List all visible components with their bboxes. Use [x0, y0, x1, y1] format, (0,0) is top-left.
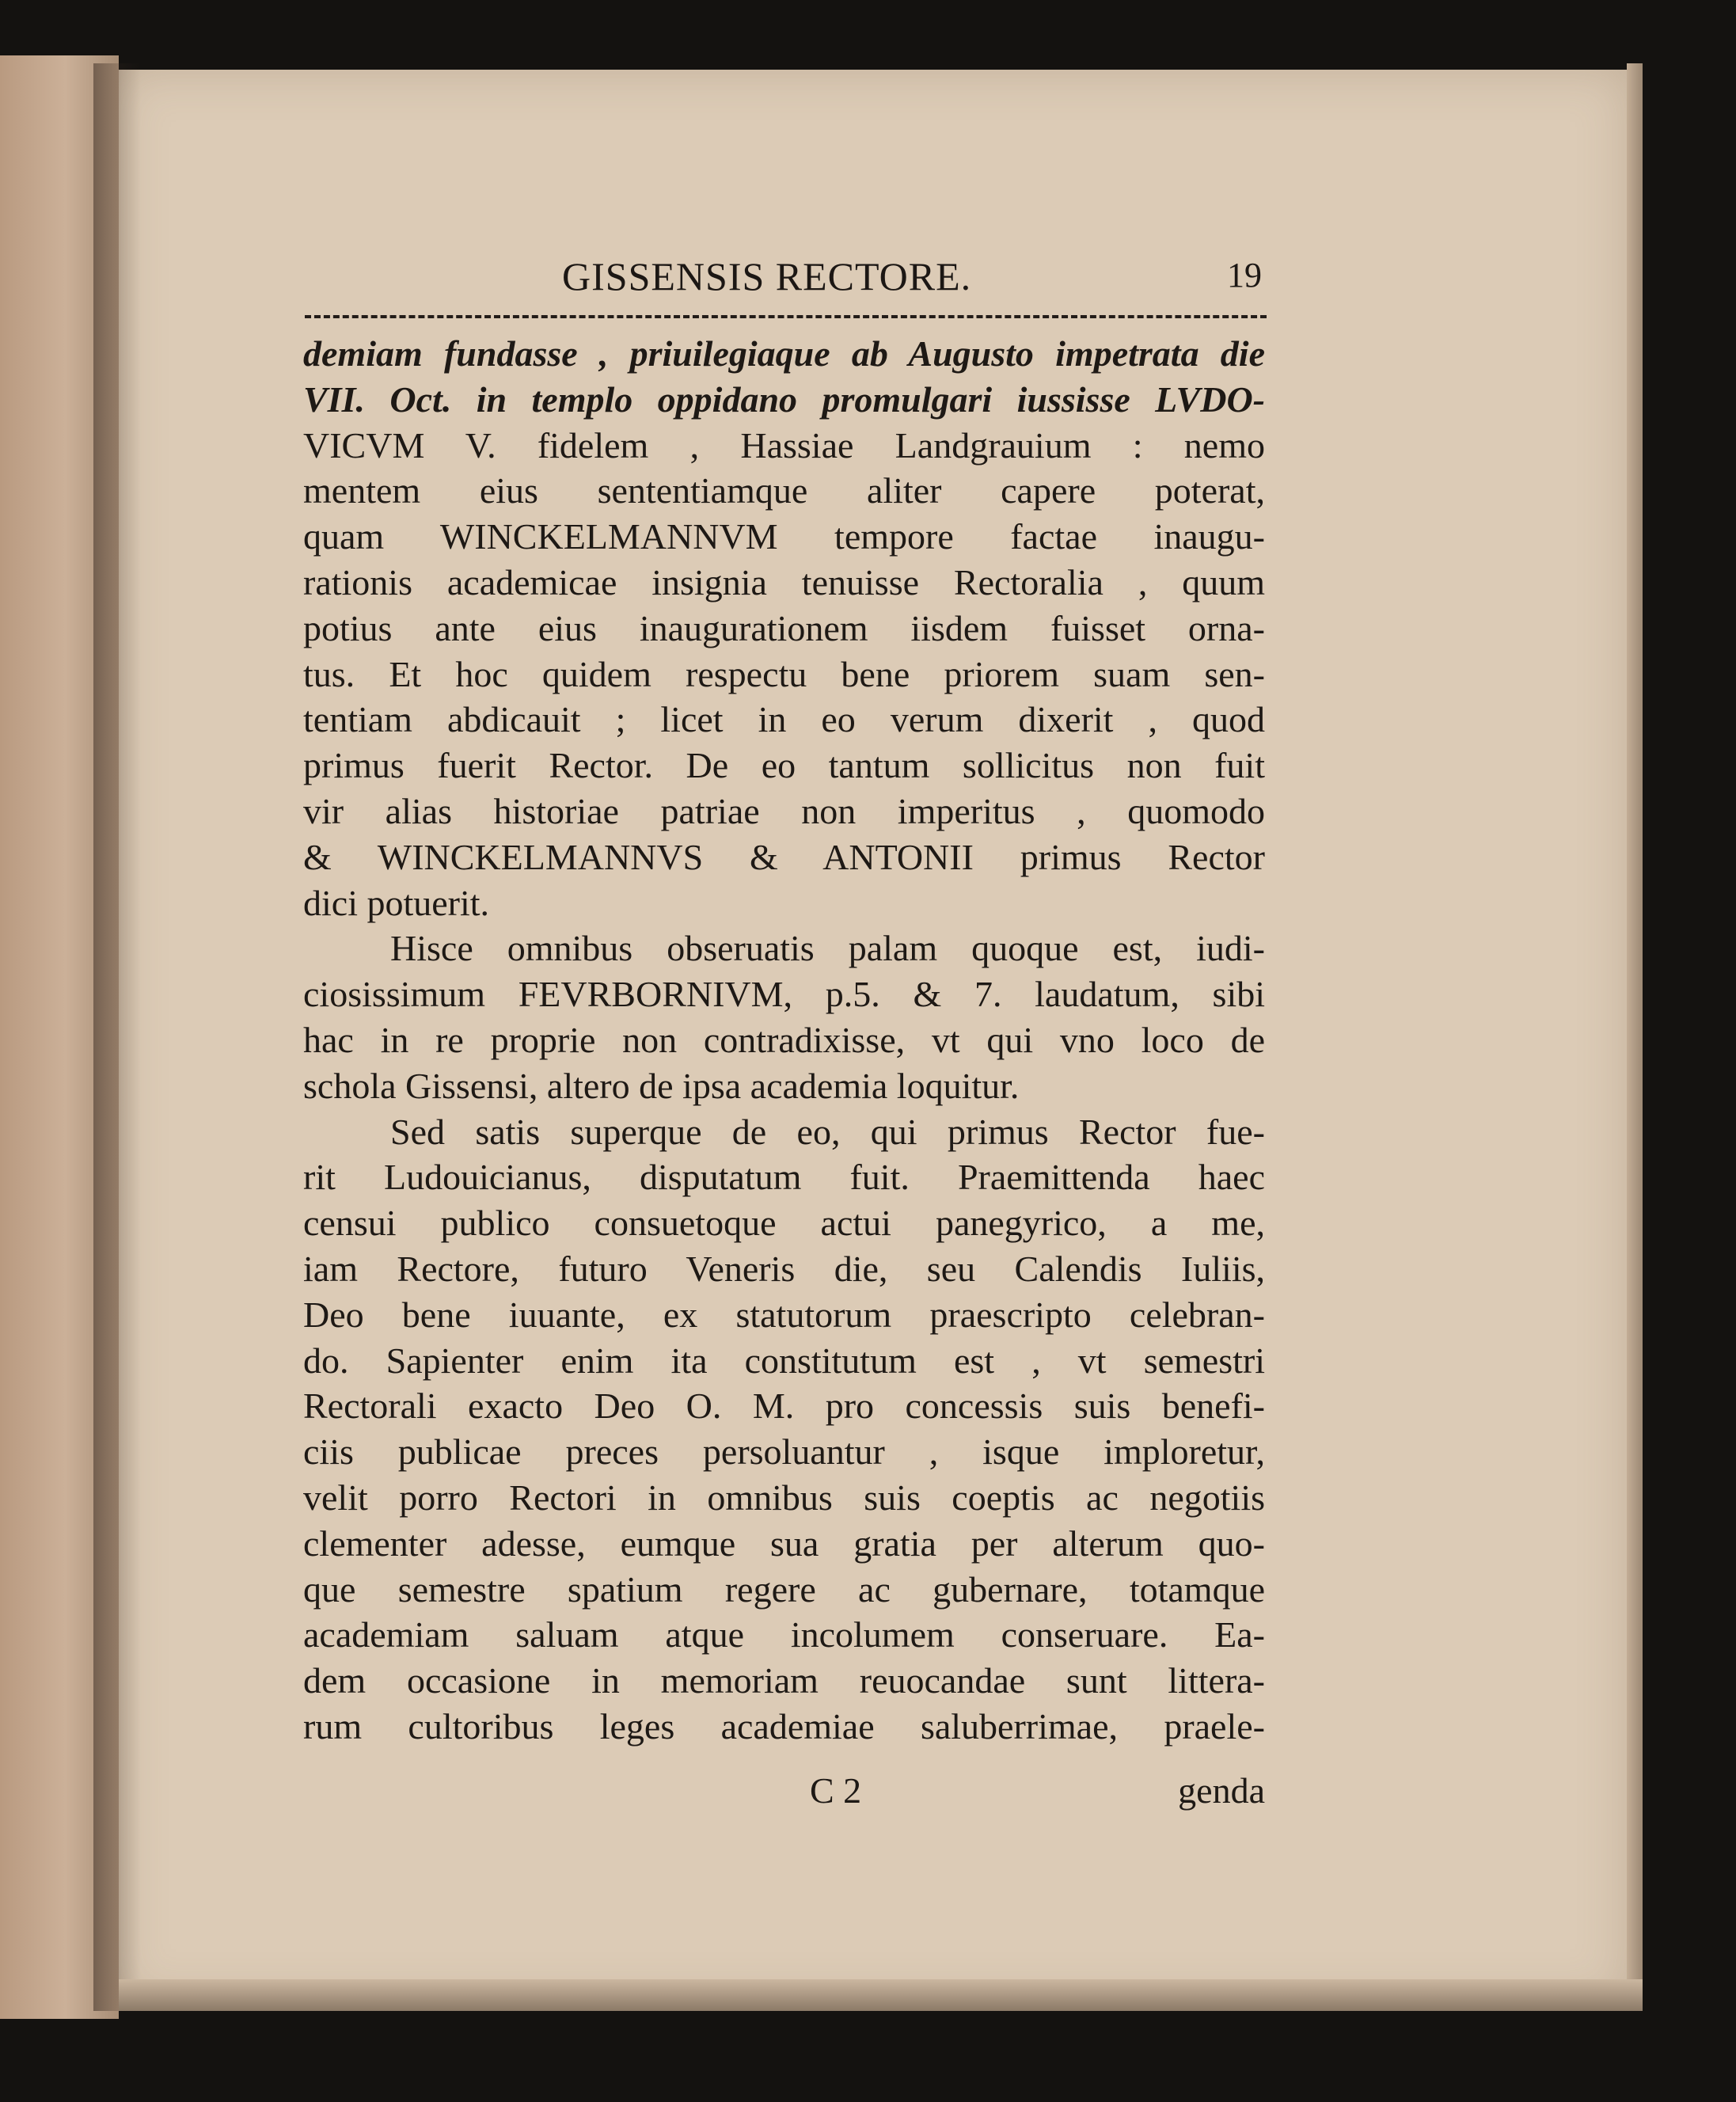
text-line: quam WINCKELMANNVM tempore factae inaugu-	[303, 516, 1265, 557]
footer-line	[303, 1769, 1265, 1817]
text-line: do. Sapienter enim ita constitutum est , vt semestri	[303, 1340, 1265, 1381]
page-body	[303, 331, 1265, 1750]
text-line: mentem eius sententiamque aliter capere poterat,	[303, 470, 1265, 511]
text-line: clementer adesse, eumque sua gratia per alterum quo-	[303, 1522, 1265, 1564]
running-title: GISSENSIS RECTORE.	[562, 254, 972, 298]
page-bottom-edge	[119, 1979, 1643, 2011]
text-line: dici potuerit.	[303, 882, 490, 923]
text-line: ciis publicae preces persoluantur , isque imploretur,	[303, 1431, 1265, 1473]
catchword: genda	[1178, 1770, 1265, 1811]
page-number: 19	[1227, 256, 1262, 295]
text-line: rationis academicae insignia tenuisse Rectoralia , quum	[303, 561, 1265, 602]
text-line: Hisce omnibus obseruatis palam quoque est, iudi-	[390, 928, 1265, 969]
text-line: VICVM V. fidelem , Hassiae Landgrauium : nemo	[303, 424, 1265, 466]
text-line: iam Rectore, futuro Veneris die, seu Calendis Iuliis,	[303, 1248, 1265, 1289]
gutter-shadow	[93, 63, 141, 2011]
text-line: primus fuerit Rector. De eo tantum sollicitus non fuit	[303, 745, 1265, 786]
text-line: potius ante eius inaugurationem iisdem fuisset orna-	[303, 607, 1265, 648]
text-line: dem occasione in memoriam reuocandae sunt littera-	[303, 1660, 1265, 1701]
text-line: academiam saluam atque incolumem conseruare. Ea-	[303, 1614, 1265, 1655]
text-line: rum cultoribus leges academiae saluberrimae, praele-	[303, 1705, 1265, 1747]
text-line: demiam fundasse , priuilegiaque ab Augusto impetrata die	[303, 333, 1265, 374]
text-line: velit porro Rectori in omnibus suis coeptis ac negotiis	[303, 1477, 1265, 1518]
text-line: vir alias historiae patriae non imperitus , quomodo	[303, 790, 1265, 831]
text-line: censui publico consuetoque actui panegyrico, a me,	[303, 1203, 1265, 1244]
signature-mark: C 2	[810, 1770, 862, 1811]
text-line: ciosissimum FEVRBORNIVM, p.5. & 7. laudatum, sibi	[303, 974, 1265, 1015]
header-rule	[305, 315, 1267, 318]
text-line: hac in re proprie non contradixisse, vt qui vno loco de	[303, 1019, 1265, 1060]
text-line: tus. Et hoc quidem respectu bene priorem suam sen-	[303, 653, 1265, 694]
text-line: tentiam abdicauit ; licet in eo verum dixerit , quod	[303, 699, 1265, 740]
page-fore-edge	[1627, 63, 1643, 2011]
text-line: Sed satis superque de eo, qui primus Rector fue-	[390, 1111, 1265, 1152]
text-line: Rectorali exacto Deo O. M. pro concessis suis benefi-	[303, 1385, 1265, 1427]
text-line: Deo bene iuuante, ex statutorum praescripto celebran-	[303, 1294, 1265, 1335]
text-line: que semestre spatium regere ac gubernare, totamque	[303, 1568, 1265, 1610]
text-line: schola Gissensi, altero de ipsa academia loquitur.	[303, 1065, 1020, 1106]
text-line: VII. Oct. in templo oppidano promulgari iussisse LVDO-	[303, 378, 1265, 420]
text-line: rit Ludouicianus, disputatum fuit. Praemittenda haec	[303, 1157, 1265, 1198]
text-line: & WINCKELMANNVS & ANTONII primus Rector	[303, 836, 1265, 877]
